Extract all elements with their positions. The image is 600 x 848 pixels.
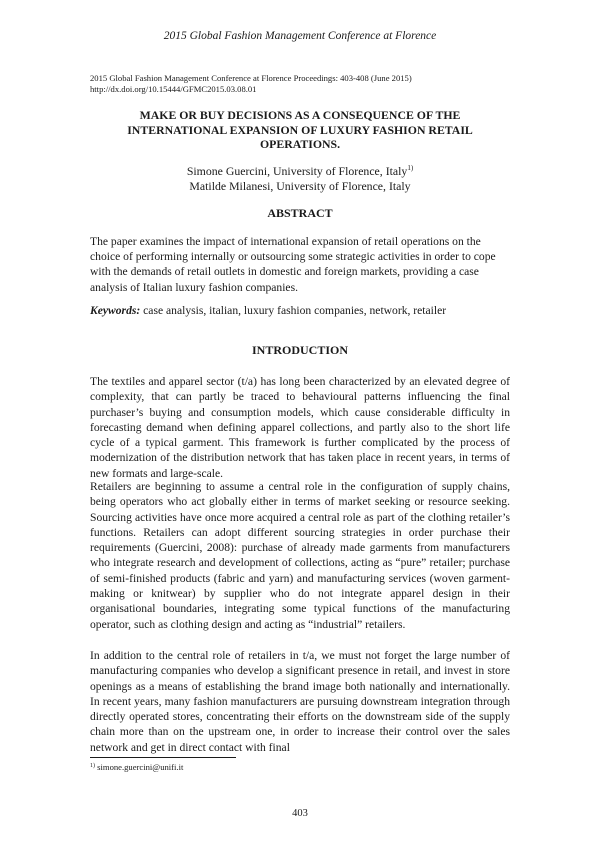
footnote-email[interactable]: simone.guercini@unifi.it	[97, 762, 184, 772]
author-list	[90, 164, 510, 194]
footnote-marker[interactable]: 1)	[407, 164, 414, 172]
doi-link[interactable]: http://dx.doi.org/10.15444/GFMC2015.03.08.01	[90, 84, 257, 94]
keywords-label: Keywords:	[90, 304, 141, 317]
abstract-heading: ABSTRACT	[267, 206, 333, 220]
title-line: OPERATIONS.	[259, 137, 341, 151]
paper-title	[100, 108, 500, 152]
author-2: Matilde Milanesi, University of Florence, Italy	[189, 179, 411, 193]
footnote-divider	[90, 757, 236, 758]
keywords-list: case analysis, italian, luxury fashion companies, network, retailer	[143, 304, 447, 317]
body-paragraph: Retailers are beginning to assume a central role in the configuration of supply chains, being operators who act globally either in terms of market seeking or resource seeking. Sourcing activities have once more acquired a central role as part of the clothing retailer’s functions. Retailers can adopt different sourcing strategies in order purchase their requirements (Guercini, 2008): purchase of already made garments from manufacturers who integrate research and development of collections, acting as “pure” retailer; purchase of semi-finished products (fabric and yarn) and manufacturing services (woven garment-making or knitwear) by supplier who do not integrate apparel design in their organisational boundaries, integrating some typical functions of the manufacturing operator, such as clothing design and acting as “industrial” retailers.	[90, 480, 510, 631]
author-1	[90, 164, 510, 179]
body-paragraph: The textiles and apparel sector (t/a) has long been characterized by an elevated degree of complexity, that can partly be traced to behavioural patterns influencing the final purchaser’s buying and consumption models, which cause considerable difficulty in forecasting demand when defining apparel collections, and partly also to the short life cycle of a typical garment. This framework is further complicated by the process of modernization of the distribution network that has taken place in recent years, in terms of new formats and large-scale.	[90, 375, 510, 480]
proceedings-info	[90, 73, 520, 95]
running-header: 2015 Global Fashion Management Conference at Florence	[163, 30, 437, 42]
title-line: INTERNATIONAL EXPANSION OF LUXURY FASHION RETAIL	[127, 122, 473, 137]
footnote-number: 1)	[90, 763, 95, 769]
introduction-heading: INTRODUCTION	[251, 343, 348, 357]
body-paragraph: In addition to the central role of retailers in t/a, we must not forget the large number of manufacturing companies who develop a significant presence in retail, and invest in store openings as a means of establishing the brand image both nationally and internationally. In recent years, many fashion manufacturers are pursuing downstream integration through directly operated stores, concentrating their efforts on the downstream side of the supply chain more than on the upstream one, in order to increase their control over the sales network and get in direct contact with final	[90, 649, 510, 754]
title-line: MAKE OR BUY DECISIONS AS A CONSEQUENCE OF THE	[139, 108, 461, 122]
footnote	[90, 762, 390, 773]
page-number: 403	[292, 808, 308, 819]
abstract-text: The paper examines the impact of international expansion of retail operations on the choice of performing internally or outsourcing some strategic activities in order to cope with the demands of retail outlets in domestic and foreign markets, providing a case analysis of Italian luxury fashion companies.	[90, 235, 496, 294]
author-1-affiliation: Simone Guercini, University of Florence, Italy	[186, 164, 408, 178]
keywords	[90, 303, 510, 318]
proceedings-citation: 2015 Global Fashion Management Conference at Florence Proceedings: 403-408 (June 2015)	[90, 73, 412, 83]
